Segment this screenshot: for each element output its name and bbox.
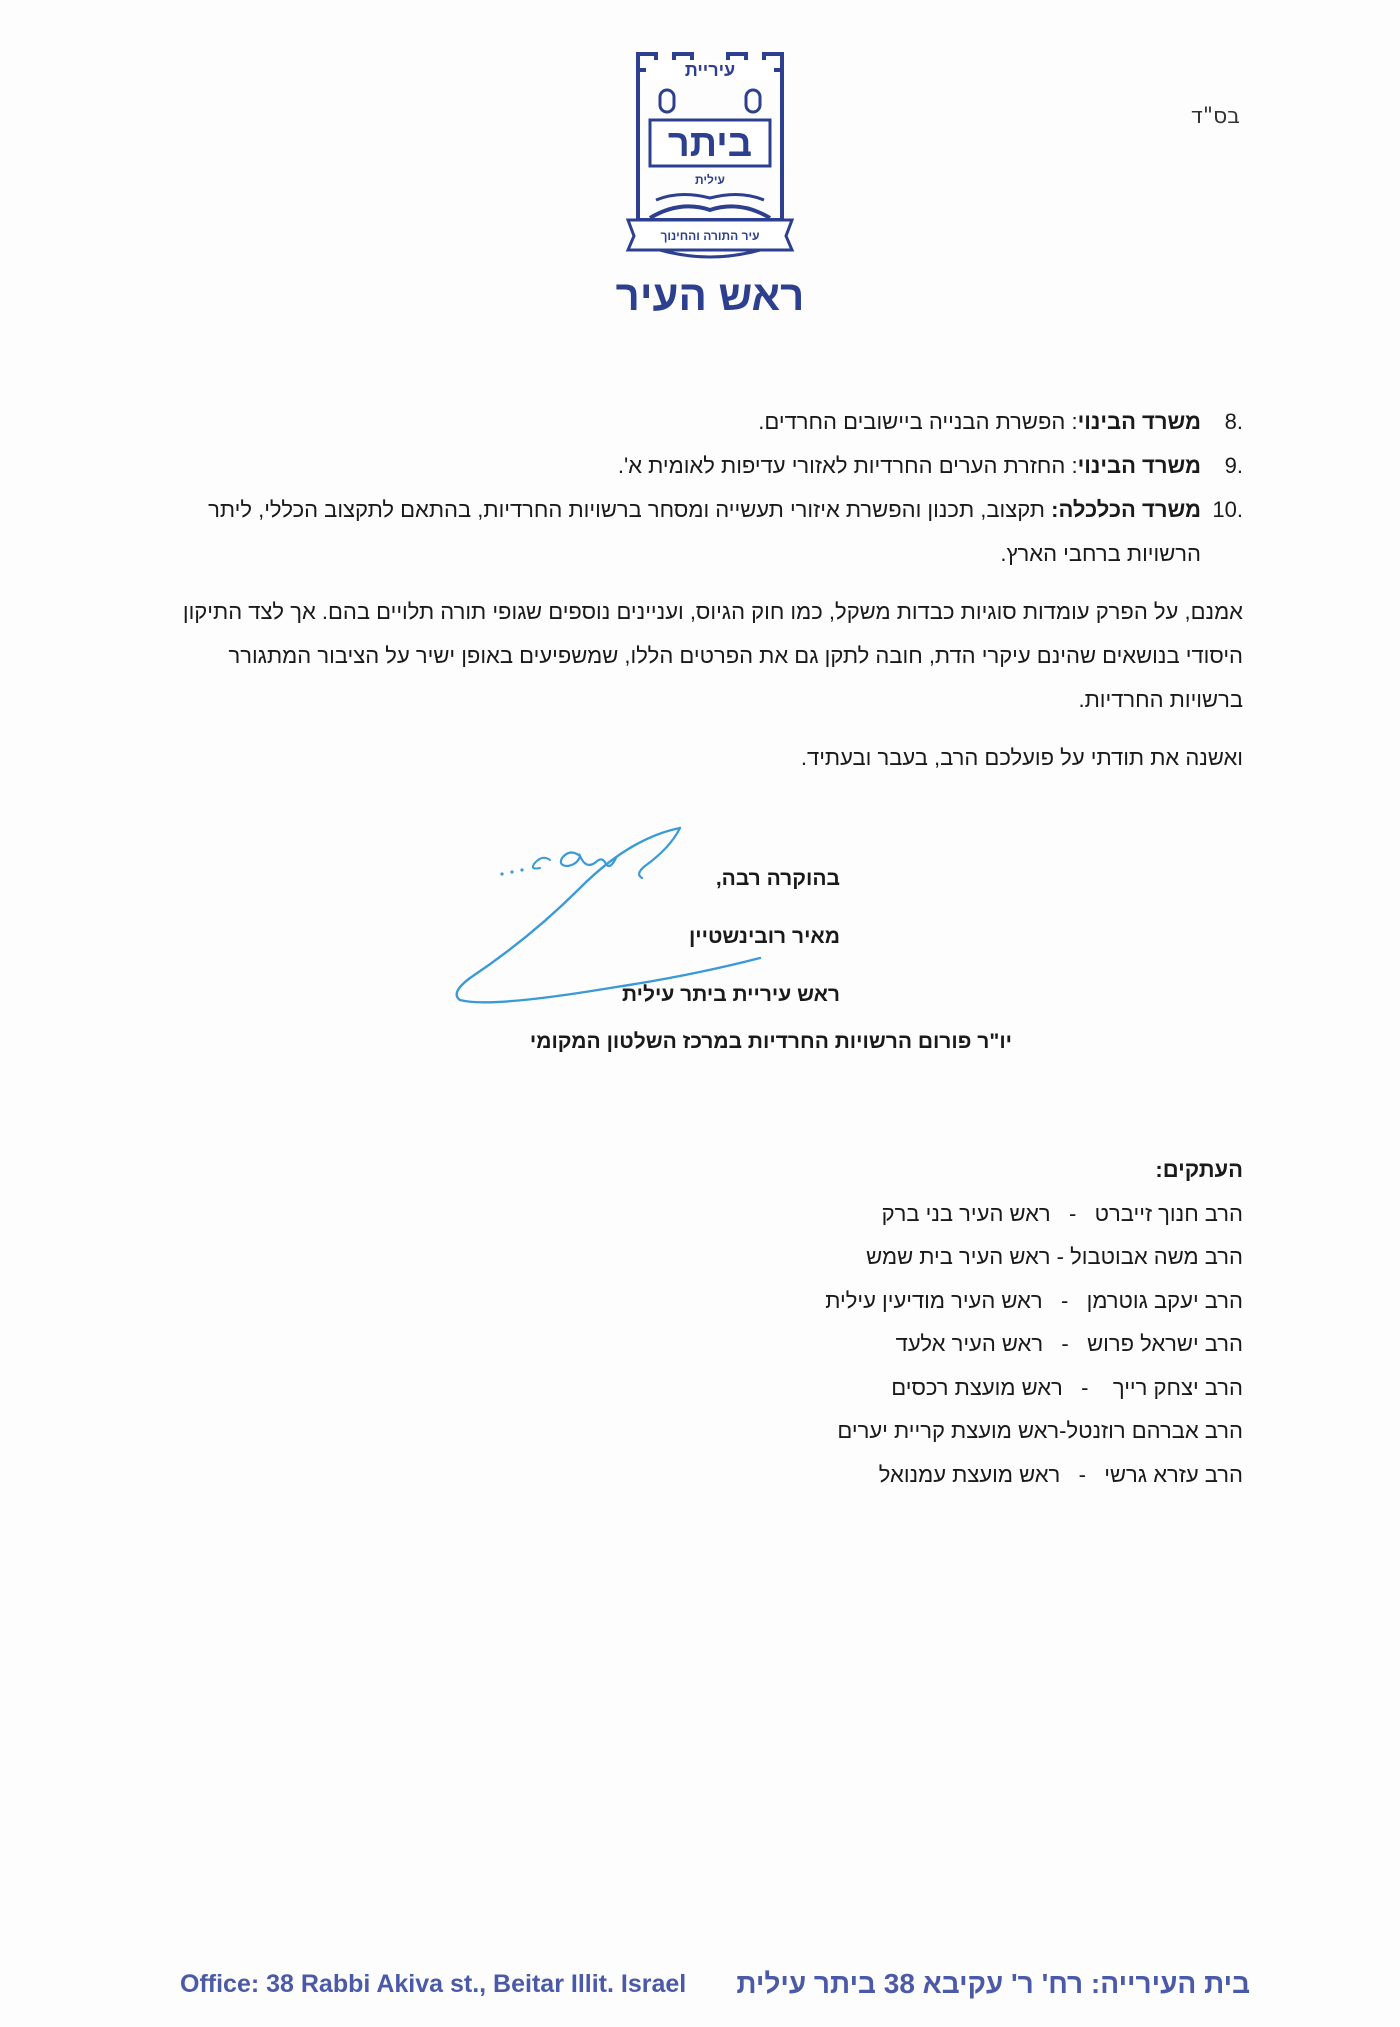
logo-text-top: עיריית [684,60,736,80]
item-text: תקצוב, תכנון והפשרת איזורי תעשייה ומסחר ברשויות החרדיות, בהתאם לתקצוב הכללי, ליתר הרשויות ברחבי הארץ. [208,497,1201,566]
copy-recipient: הרב חנוך זייברט - ראש העיר בני ברק [881,1200,1243,1226]
bsd-mark: בס"ד [1190,104,1240,129]
list-item [163,444,1243,488]
signer-forum-role: יו"ר פורום הרשויות החרדיות במרכז השלטון המקומי [529,1030,1012,1053]
list-text [163,488,1201,576]
copy-recipient: הרב ישראל פרוש - ראש העיר אלעד [895,1331,1243,1356]
list-text [163,444,1201,488]
list-item [163,488,1243,576]
list-item [163,400,1243,444]
signer-name: מאיר רובינשטיין [688,925,840,948]
thanks-line: ואשנה את תודתי על פועלכם הרב, בעבר ובעתיד. [800,745,1243,770]
signature-block [622,850,840,1024]
item-text: הפשרת הבנייה ביישובים החרדים. [758,409,1066,434]
item-text: החזרת הערים החרדיות לאזורי עדיפות לאומית א'. [617,453,1066,478]
list-text [163,400,1201,444]
footer-address-hebrew: בית העירייה: רח' ר' עקיבא 38 ביתר עילית [736,1968,1250,1999]
logo-text-main: ביתר [667,123,753,165]
ministry-label: משרד הבינוי [1077,453,1201,478]
copies-title: העתקים: [1155,1157,1243,1182]
list-number: .9 [1224,453,1243,478]
body-paragraph: אמנם, על הפרק עומדות סוגיות כבדות משקל, כמו חוק הגיוס, ועניינים נוספים שגופי תורה תלויים בהם. אך לצד התיקון היסודי בנושאים שהינם עיקרי הדת, חובה לתקן גם את הפרטים הללו, שמשפיעים באופן ישיר על הציבור המתגורר ברשויות החרדיות. [182,599,1243,712]
ministry-label: משרד הבינוי [1077,409,1201,434]
signer-role: ראש עיריית ביתר עילית [621,983,840,1006]
letter-body [163,400,1243,780]
list-number: .8 [1224,409,1243,434]
ministry-label: משרד הכלכלה: [1051,497,1201,522]
copies-list [825,1148,1243,1496]
logo-text-sub: עילית [695,173,725,187]
letter-footer [180,1970,1250,2010]
label-separator: : [1065,409,1078,434]
copy-recipient: הרב עזרא גרשי - ראש מועצת עמנואל [878,1461,1243,1487]
copy-recipient: הרב משה אבוטבול - ראש העיר בית שמש [866,1244,1243,1269]
closing-line: בהוקרה רבה, [715,867,840,890]
footer-address-english: Office: 38 Rabbi Akiva st., Beitar Illit. Israel [180,1970,687,1998]
logo-text-ribbon: עיר התורה והחינוך [660,229,760,243]
mayor-title: ראש העיר [615,272,805,319]
list-number: .10 [1212,497,1243,522]
copy-recipient: הרב אברהם רוזנטל-ראש מועצת קריית יערים [837,1418,1243,1443]
copy-recipient: הרב יעקב גוטרמן - ראש העיר מודיעין עילית [825,1287,1243,1313]
municipality-logo-icon [620,50,800,260]
copy-recipient: הרב יצחק רייך - ראש מועצת רכסים [891,1374,1243,1400]
label-separator: : [1065,453,1078,478]
